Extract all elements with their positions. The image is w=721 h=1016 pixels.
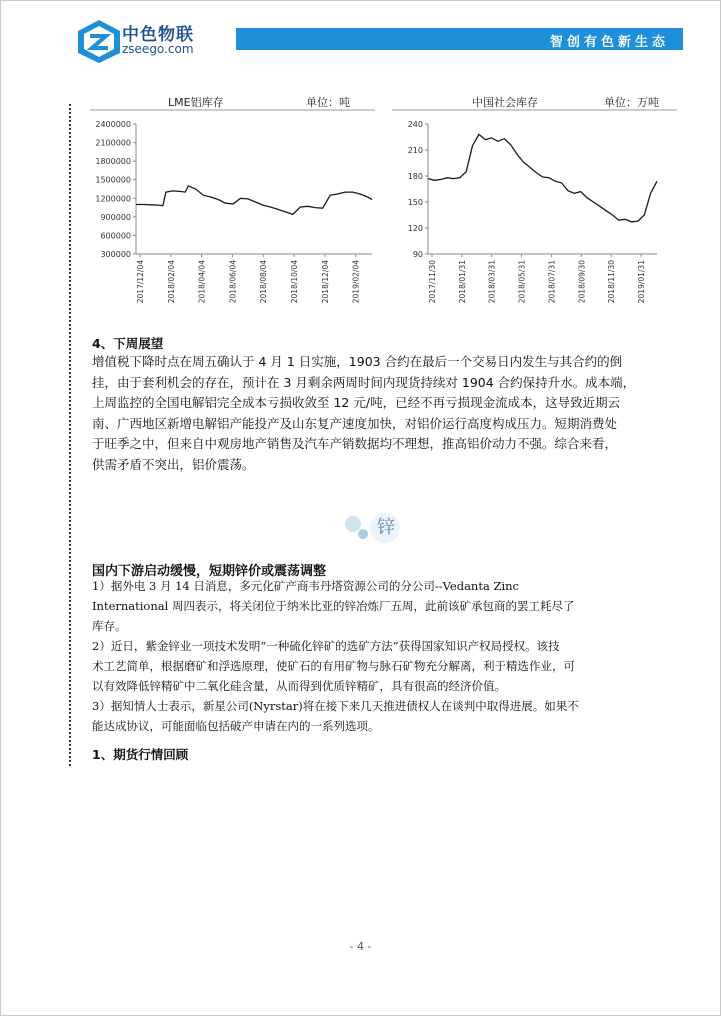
outlook-paragraph [92, 352, 694, 475]
lme-chart-unit: 单位：吨 [306, 96, 350, 109]
futures-heading: 1、期货行情回顾 [92, 747, 189, 762]
outlook-line: 供需矛盾不突出，铝价震荡。 [92, 456, 255, 472]
lme-chart-title: LME铝库存 [168, 96, 224, 109]
x-tick-label: 2018/12/04 [320, 260, 330, 304]
x-tick-label: 2018/07/31 [547, 260, 557, 304]
y-tick-label: 1500000 [95, 175, 131, 185]
y-tick-label: 240 [407, 120, 423, 129]
outlook-line: 于旺季之中，但来自中观房地产销售及汽车产销数据均不理想，推高铝价动力不强。综合来看， [92, 436, 618, 451]
x-tick-label: 2019/01/31 [637, 260, 647, 304]
zinc-line: International 周四表示，将关闭位于纳米比亚的锌冶炼厂五周，此前该矿承包商的罢工耗尽了 [92, 599, 575, 613]
lme-chart [90, 88, 375, 328]
zinc-badge-text: 锌 [377, 517, 395, 538]
logo-cn-text: 中色物联 [122, 25, 194, 45]
y-tick-label: 90 [412, 250, 423, 259]
x-tick-label: 2018/02/04 [166, 260, 176, 304]
x-tick-label: 2018/11/30 [607, 260, 617, 304]
logo-en-text: zseego.com [122, 42, 194, 56]
outlook-heading: 4、下周展望 [92, 336, 164, 351]
lme-chart-svg [90, 88, 375, 328]
y-tick-label: 2400000 [95, 120, 131, 129]
zinc-line: 术工艺简单，根据磨矿和浮选原理，使矿石的有用矿物与脉石矿物充分解离，利于精选作业，可 [92, 659, 575, 673]
china-chart-unit: 单位：万吨 [604, 96, 659, 109]
china-chart-svg [392, 88, 677, 328]
header-banner [236, 28, 683, 50]
outlook-line: 南、广西地区新增电解铝产能投产及山东复产速度加快，对铝价运行高度构成压力。短期消费处 [92, 415, 618, 431]
x-tick-label: 2018/04/04 [197, 260, 207, 304]
zseego-logo-icon [74, 18, 124, 64]
y-tick-label: 210 [407, 146, 423, 155]
x-tick-label: 2018/08/04 [259, 260, 269, 304]
x-tick-label: 2019/02/04 [351, 260, 361, 304]
x-tick-label: 2017/12/04 [136, 260, 145, 304]
outlook-line: 上周监控的全国电解铝完全成本亏损收敛至 12 元/吨，已经不再亏损现金流成本，这导致近期云 [92, 395, 621, 410]
zinc-section-title: 国内下游启动缓慢，短期锌价或震荡调整 [92, 564, 327, 579]
x-tick-label: 2018/01/31 [457, 260, 467, 304]
y-tick-label: 300000 [100, 250, 131, 259]
y-tick-label: 2100000 [95, 138, 131, 148]
y-tick-label: 120 [407, 224, 423, 233]
x-tick-label: 2018/03/31 [487, 260, 497, 304]
zinc-line: 能达成协议，可能面临包括破产申请在内的一系列选项。 [92, 719, 380, 733]
zinc-line: 2）近日，紫金锌业一项技术发明“一种硫化锌矿的选矿方法”获得国家知识产权局授权。该技 [92, 639, 560, 653]
y-tick-label: 900000 [100, 212, 131, 222]
zinc-news-paragraph [92, 576, 694, 736]
y-tick-label: 1200000 [95, 194, 131, 204]
y-tick-label: 600000 [100, 231, 131, 241]
x-tick-label: 2018/10/04 [290, 260, 300, 304]
series-line [428, 134, 657, 222]
zinc-line: 3）据知情人士表示，新星公司(Nyrstar)将在接下来几天推进债权人在谈判中取得进展。如果不 [92, 699, 579, 713]
china-chart-title: 中国社会库存 [472, 96, 538, 109]
y-tick-label: 180 [407, 172, 423, 181]
x-tick-label: 2018/09/30 [577, 260, 587, 304]
zinc-line: 1）据外电 3 月 14 日消息，多元化矿产商韦丹塔资源公司的分公司--Vedanta Zinc [92, 579, 519, 593]
page-number: - 4 - [349, 940, 372, 953]
zinc-line: 以有效降低锌精矿中二氧化硅含量，从而得到优质锌精矿，具有很高的经济价值。 [92, 679, 506, 693]
zinc-line: 库存。 [92, 619, 127, 633]
x-tick-label: 2018/05/31 [517, 260, 527, 304]
y-tick-label: 150 [407, 198, 423, 207]
zinc-bubble-icon [339, 508, 409, 548]
series-line [136, 186, 372, 215]
slogan-text: 智创有色新生态 [549, 35, 669, 50]
margin-rule [69, 104, 71, 766]
china-chart [392, 88, 677, 328]
x-tick-label: 2018/06/04 [228, 260, 238, 304]
y-tick-label: 1800000 [95, 157, 131, 167]
outlook-line: 增值税下降时点在周五确认于 4 月 1 日实施，1903 合约在最后一个交易日内发生与其合约的倒 [92, 354, 623, 369]
x-tick-label: 2017/11/30 [428, 260, 437, 304]
outlook-line: 挂，由于套利机会的存在，预计在 3 月剩余两周时间内现货持续对 1904 合约保持升水。成本端， [92, 374, 636, 390]
